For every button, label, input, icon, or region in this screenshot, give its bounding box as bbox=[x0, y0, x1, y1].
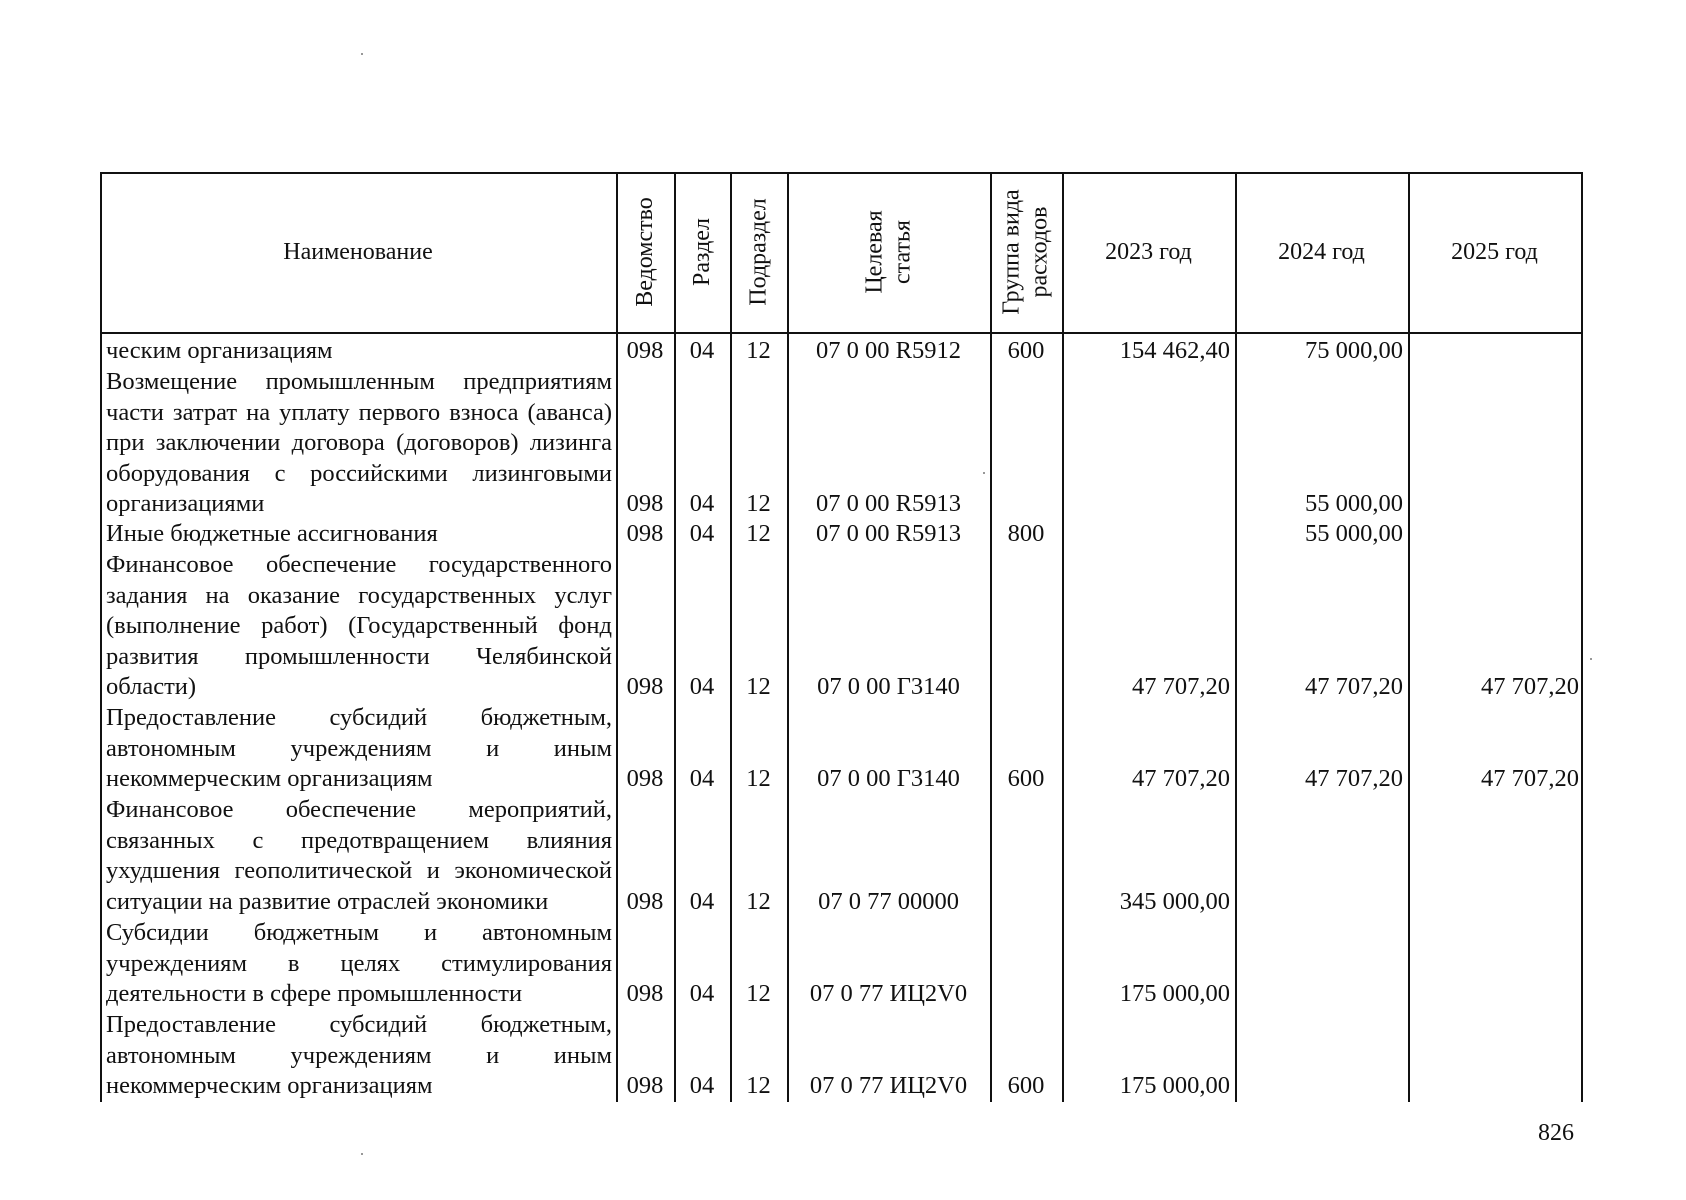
row-razdel: 04 bbox=[689, 673, 715, 700]
header-name bbox=[100, 172, 616, 332]
row-2024: 47 707,20 bbox=[1305, 673, 1403, 700]
row-name: Предоставление субсидий бюджетным, автономным учреждениям и иным некоммерческим организациям bbox=[106, 1011, 612, 1099]
scan-speck bbox=[1590, 658, 1592, 660]
row-razdel: 04 bbox=[689, 490, 715, 517]
header-2024-label: 2024 год bbox=[1278, 239, 1365, 265]
row-razdel: 04 bbox=[689, 1072, 715, 1099]
header-razdel bbox=[674, 172, 730, 332]
header-gruppa bbox=[990, 172, 1062, 332]
row-vedomstvo: 098 bbox=[626, 980, 664, 1007]
row-podrazdel: 12 bbox=[746, 1072, 771, 1099]
row-vedomstvo: 098 bbox=[626, 673, 664, 700]
row-razdel: 04 bbox=[689, 337, 715, 364]
row-celevaya: 07 0 77 ИЦ2V0 bbox=[809, 1072, 968, 1099]
header-vedomstvo-label: Ведомство bbox=[632, 197, 658, 307]
row-name: Возмещение промышленным предприятиям части затрат на уплату первого взноса (аванса) при заключении договора (договоров) лизинга оборудования с российскими лизинговыми организациями bbox=[106, 368, 612, 517]
row-celevaya: 07 0 77 00000 bbox=[818, 888, 959, 915]
row-name: Иные бюджетные ассигнования bbox=[106, 520, 438, 547]
row-2023: 47 707,20 bbox=[1132, 673, 1230, 700]
row-celevaya: 07 0 00 R5912 bbox=[816, 337, 961, 364]
row-2024: 55 000,00 bbox=[1305, 490, 1403, 517]
header-2025 bbox=[1408, 172, 1581, 332]
row-podrazdel: 12 bbox=[746, 520, 771, 547]
row-2024: 47 707,20 bbox=[1305, 765, 1403, 792]
budget-table bbox=[100, 172, 1583, 1102]
header-celevaya-line2: статья bbox=[889, 220, 916, 284]
row-celevaya: 07 0 00 Г3140 bbox=[817, 765, 960, 792]
header-celevaya-line1: Целевая bbox=[861, 210, 888, 294]
row-2025: 47 707,20 bbox=[1481, 673, 1579, 700]
row-razdel: 04 bbox=[689, 520, 715, 547]
scan-speck bbox=[361, 53, 363, 55]
row-2024: 55 000,00 bbox=[1305, 520, 1403, 547]
header-vedomstvo bbox=[616, 172, 674, 332]
row-2023: 47 707,20 bbox=[1132, 765, 1230, 792]
row-2023: 154 462,40 bbox=[1119, 337, 1230, 364]
row-gruppa: 600 bbox=[1007, 765, 1045, 792]
header-name-label: Наименование bbox=[283, 239, 433, 265]
page-number: 826 bbox=[1538, 1120, 1574, 1146]
row-name: Субсидии бюджетным и автономным учреждениям в целях стимулирования деятельности в сфере промышленности bbox=[106, 919, 612, 1007]
row-2025: 47 707,20 bbox=[1481, 765, 1579, 792]
row-celevaya: 07 0 00 R5913 bbox=[816, 490, 961, 517]
row-podrazdel: 12 bbox=[746, 673, 771, 700]
row-podrazdel: 12 bbox=[746, 490, 771, 517]
header-razdel-label: Раздел bbox=[689, 218, 716, 286]
row-celevaya: 07 0 77 ИЦ2V0 bbox=[809, 980, 968, 1007]
row-2023: 175 000,00 bbox=[1119, 1072, 1230, 1099]
header-gruppa-line1: Группа вида bbox=[999, 189, 1025, 315]
row-2024: 75 000,00 bbox=[1305, 337, 1403, 364]
row-2023: 175 000,00 bbox=[1119, 980, 1230, 1007]
row-gruppa: 600 bbox=[1007, 337, 1045, 364]
row-podrazdel: 12 bbox=[746, 888, 771, 915]
row-name: Финансовое обеспечение государственного задания на оказание государственных услуг (выполнение работ) (Государственный фонд развития промышленности Челябинской области) bbox=[106, 551, 612, 700]
row-vedomstvo: 098 bbox=[626, 888, 664, 915]
row-2023: 345 000,00 bbox=[1119, 888, 1230, 915]
row-name: ческим организациям bbox=[106, 337, 333, 364]
row-podrazdel: 12 bbox=[746, 337, 771, 364]
header-2024 bbox=[1235, 172, 1408, 332]
header-2025-label: 2025 год bbox=[1451, 239, 1538, 265]
row-gruppa: 600 bbox=[1007, 1072, 1045, 1099]
col-divider bbox=[1581, 172, 1583, 1102]
row-celevaya: 07 0 00 R5913 bbox=[816, 520, 961, 547]
row-vedomstvo: 098 bbox=[626, 490, 664, 517]
header-2023-label: 2023 год bbox=[1105, 239, 1192, 265]
row-gruppa: 800 bbox=[1007, 520, 1045, 547]
scan-speck bbox=[983, 472, 985, 474]
header-bottom-border bbox=[100, 332, 1583, 334]
row-vedomstvo: 098 bbox=[626, 337, 664, 364]
row-razdel: 04 bbox=[689, 888, 715, 915]
row-name: Финансовое обеспечение мероприятий, связанных с предотвращением влияния ухудшения геополитической и экономической ситуации на развитие отраслей экономики bbox=[106, 796, 612, 915]
header-gruppa-label bbox=[998, 189, 1054, 314]
header-celevaya bbox=[787, 172, 990, 332]
header-podrazdel-label: Подраздел bbox=[745, 198, 772, 306]
row-vedomstvo: 098 bbox=[626, 520, 664, 547]
row-podrazdel: 12 bbox=[746, 980, 771, 1007]
scan-speck bbox=[361, 1153, 363, 1155]
header-2023 bbox=[1062, 172, 1235, 332]
header-podrazdel bbox=[730, 172, 787, 332]
row-razdel: 04 bbox=[689, 980, 715, 1007]
header-celevaya-label bbox=[860, 210, 916, 293]
row-name: Предоставление субсидий бюджетным, автономным учреждениям и иным некоммерческим организациям bbox=[106, 704, 612, 792]
row-celevaya: 07 0 00 Г3140 bbox=[817, 673, 960, 700]
row-razdel: 04 bbox=[689, 765, 715, 792]
row-vedomstvo: 098 bbox=[626, 1072, 664, 1099]
row-vedomstvo: 098 bbox=[626, 765, 664, 792]
row-podrazdel: 12 bbox=[746, 765, 771, 792]
header-gruppa-line2: расходов bbox=[1027, 206, 1053, 298]
